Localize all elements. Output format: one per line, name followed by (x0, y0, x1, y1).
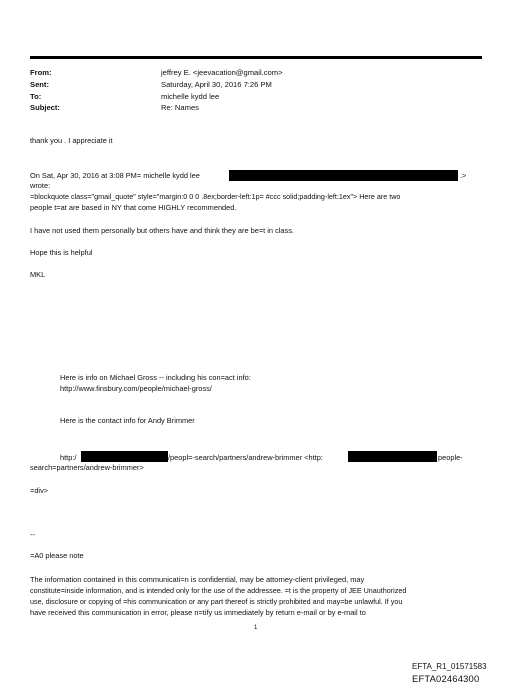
footer-id-1: EFTA_R1_01571583 (412, 662, 487, 671)
to-value: michelle kydd lee (161, 92, 220, 101)
to-label: To: (30, 92, 42, 101)
sent-label: Sent: (30, 80, 49, 89)
signoff-text: MKL (30, 270, 46, 279)
not-used-text: I have not used them personally but others have and think they are be=t in class. (30, 226, 294, 235)
confidentiality-line-2: constitute=inside information, and is intended only for the use of the addressee. =t is the property of JEE Unauthorized (30, 586, 407, 595)
reply-text: thank you . I appreciate it (30, 136, 113, 145)
from-value: jeffrey E. <jeevacation@gmail.com> (161, 68, 283, 77)
hope-text: Hope this is helpful (30, 248, 93, 257)
redaction-bar (348, 451, 437, 462)
please-note-text: =A0 please note (30, 551, 84, 560)
confidentiality-line-4: have received this communication in error, please n=tify us immediately by return e-mail or by e-mail to (30, 608, 366, 617)
from-label: From: (30, 68, 52, 77)
quote-intro: On Sat, Apr 30, 2016 at 3:08 PM= michelle kydd lee (30, 171, 200, 180)
brimmer-path: /peopl=-search/partners/andrew-brimmer <http: (168, 453, 323, 462)
confidentiality-line-3: use, disclosure or copying of =his communication or any part thereof is strictly prohibited and may=be unlawful. If you (30, 597, 403, 606)
redaction-bar (229, 170, 458, 181)
sent-value: Saturday, April 30, 2016 7:26 PM (161, 80, 272, 89)
brimmer-http: http:/ (60, 453, 77, 462)
header-rule (30, 56, 482, 59)
footer-id-2: EFTA02464300 (412, 673, 480, 684)
blockquote-line-1: =blockquote class="gmail_quote" style="margin:0 0 0 .8ex;border-left:1p= #ccc solid;padding-left:1ex"> Here are two (30, 192, 401, 201)
brimmer-info-text: Here is the contact info for Andy Brimmer (60, 416, 195, 425)
subject-value: Re: Names (161, 103, 199, 112)
brimmer-line-2: search=partners/andrew-brimmer> (30, 463, 144, 472)
div-text: =div> (30, 486, 49, 495)
gross-info-text: Here is info on Michael Gross -- including his con=act info: (60, 373, 251, 382)
page-number: 1 (254, 625, 258, 631)
dashes-text: -- (30, 530, 35, 539)
blockquote-line-2: people t=at are based in NY that come HIGHLY recommended. (30, 203, 237, 212)
redaction-bar (81, 451, 168, 462)
brimmer-people: people- (438, 453, 463, 462)
gross-url: http://www.finsbury.com/people/michael-gross/ (60, 384, 212, 393)
quote-intro-end: .> (460, 171, 467, 180)
subject-label: Subject: (30, 103, 60, 112)
confidentiality-line-1: The information contained in this communicati=n is confidential, may be attorney-client privileged, may (30, 575, 365, 584)
wrote-text: wrote: (30, 181, 51, 190)
